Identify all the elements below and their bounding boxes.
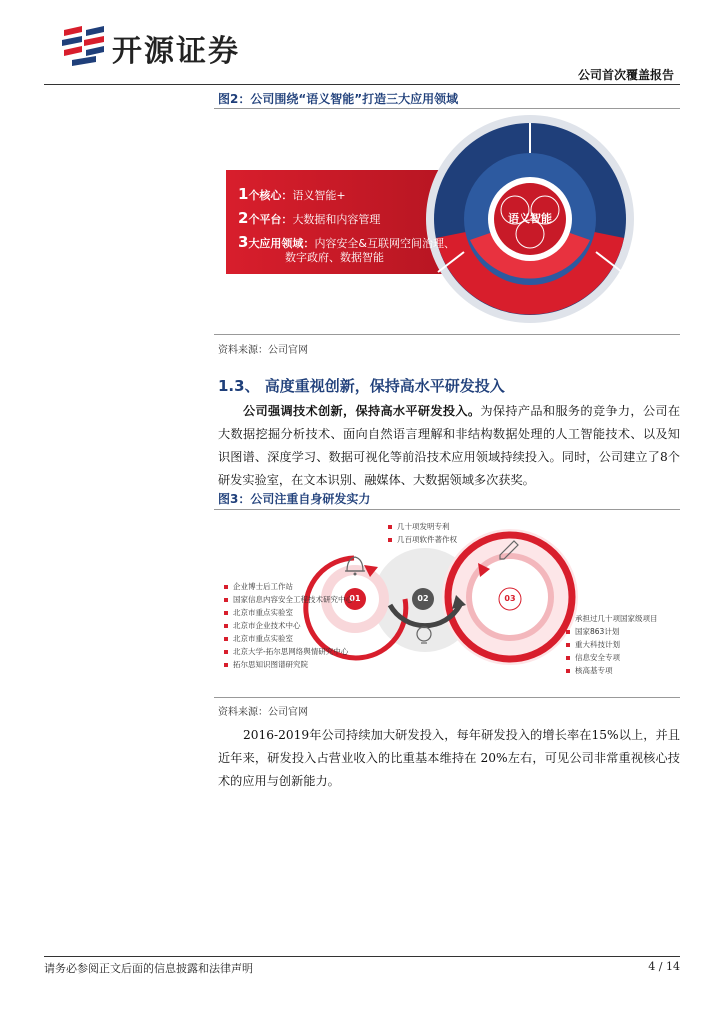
- figure2-bottom-rule: [214, 334, 680, 335]
- figure3-top-rule: [214, 509, 680, 510]
- figure2-item-1: 1个核心：语义智能+: [238, 185, 346, 203]
- company-logo: [62, 24, 106, 68]
- right-list-item: 国家863计划: [566, 625, 658, 638]
- paragraph-lead: 公司强调技术创新，保持高水平研发投入。: [243, 404, 481, 418]
- left-list-item: 北京大学-拓尔思网络舆情研究中心: [224, 645, 353, 658]
- left-list-item: 国家信息内容安全工程技术研究中心: [224, 593, 353, 606]
- left-list-item: 企业博士后工作站: [224, 580, 353, 593]
- footer-rule: [44, 956, 680, 957]
- page-number: 4 / 14: [648, 960, 680, 973]
- figure3-left-list: [224, 580, 353, 671]
- right-list-item: 信息安全专项: [566, 651, 658, 664]
- top-list-item: 几百项软件著作权: [388, 533, 457, 546]
- right-list-item: 重大科技计划: [566, 638, 658, 651]
- figure2-item-3: 3大应用领域：内容安全&互联网空间治理、: [238, 233, 456, 251]
- figure3-right-list: [566, 612, 658, 677]
- figure2-source: 资料来源：公司官网: [218, 345, 308, 356]
- figure2-title: 图2：公司围绕“语义智能”打造三大应用领域: [218, 92, 459, 106]
- company-name: 开源证券: [112, 34, 240, 69]
- circle-label-02: 02: [417, 594, 429, 603]
- paragraph-2: 2016-2019年公司持续加大研发投入，每年研发投入的增长率在15%以上，并且近年来，研发投入占营业收入的比重基本维持在 20%左右，可见公司非常重视核心技术的应用与创新能力。: [218, 728, 680, 788]
- right-list-item: 核高基专项: [566, 664, 658, 677]
- figure2-item-2: 2个平台：大数据和内容管理: [238, 209, 381, 227]
- left-list-item: 拓尔思知识图谱研究院: [224, 658, 353, 671]
- header-rule: [44, 84, 680, 85]
- section-title: 1.3、 高度重视创新，保持高水平研发投入: [218, 377, 505, 395]
- right-list-item: 承担过几十项国家级项目: [566, 612, 658, 625]
- figure3-title: 图3：公司注重自身研发实力: [218, 492, 371, 506]
- report-type: 公司首次覆盖报告: [577, 68, 674, 82]
- left-list-item: 北京市重点实验室: [224, 632, 353, 645]
- figure3-bottom-rule: [214, 697, 680, 698]
- paragraph-body: 为保持产品和服务的竞争力，公司在大数据挖掘分析技术、面向自然语言理解和非结构数据处理的人工智能技术、以及知识图谱、深度学习、数据可视化等前沿技术应用领域持续投入。同时，公司建立了8个研发实验室，在文本识别、融媒体、大数据领域多次获奖。: [218, 404, 681, 487]
- left-list-item: 北京市企业技术中心: [224, 619, 353, 632]
- logo-mark-icon: [62, 24, 106, 68]
- figure2-center-label: 语义智能: [508, 212, 552, 225]
- left-list-item: 北京市重点实验室: [224, 606, 353, 619]
- figure2-top-rule: [214, 108, 680, 109]
- circle-label-01: 01: [349, 594, 361, 603]
- section-paragraph-1: [218, 400, 680, 492]
- circle-label-03: 03: [504, 594, 516, 603]
- figure3-source: 资料来源：公司官网: [218, 707, 308, 718]
- figure2-item-3-line2: 数字政府、数据智能: [285, 251, 384, 264]
- figure3-top-list: [388, 520, 457, 546]
- footer-disclaimer: 请务必参阅正文后面的信息披露和法律声明: [44, 962, 253, 975]
- top-list-item: 几十项发明专利: [388, 520, 457, 533]
